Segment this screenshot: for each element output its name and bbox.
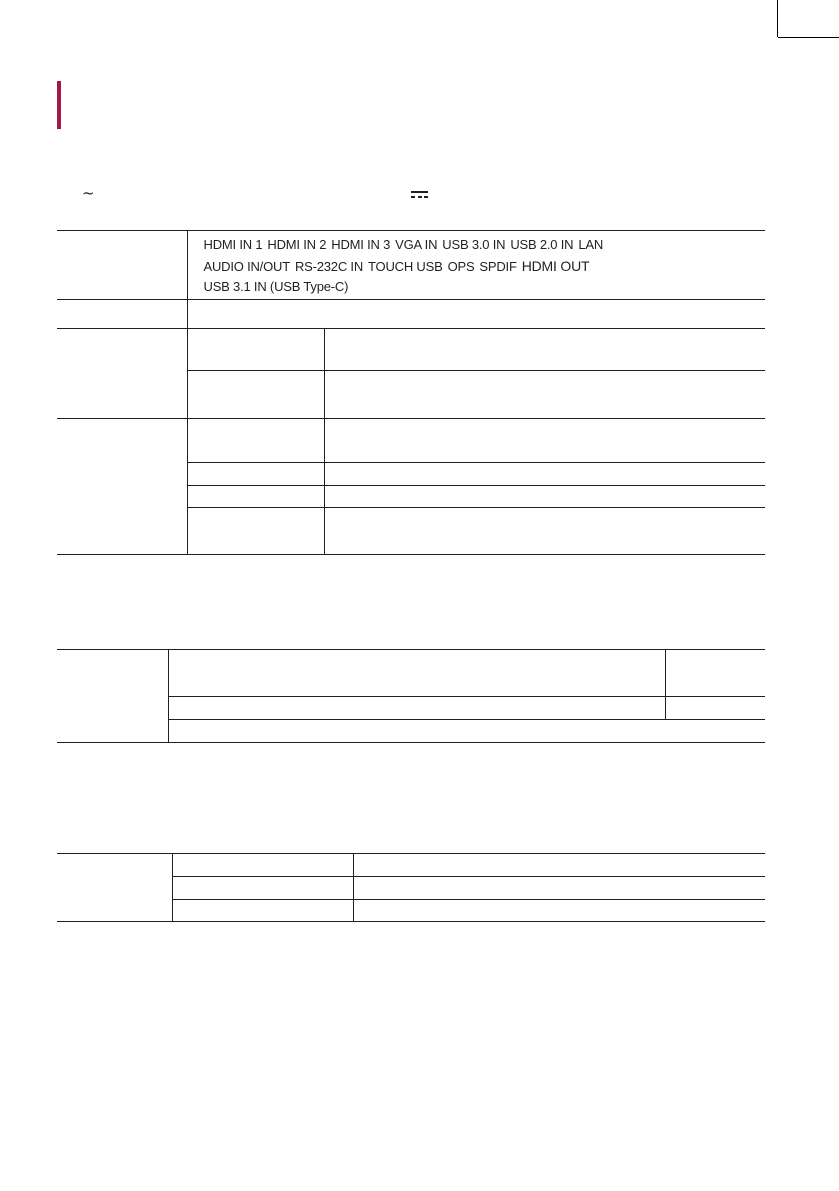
spec-sublabel-cell [187, 329, 324, 371]
ports-label-cell [57, 231, 187, 300]
spec-label-cell [57, 329, 187, 419]
spec-table-1 [57, 230, 765, 555]
dc-symbol-icon [411, 191, 428, 199]
spec-value-cell [168, 697, 665, 720]
spec-value-cell [168, 650, 665, 697]
spec-value-cell [324, 508, 765, 555]
ports-line-2 [204, 255, 766, 278]
spec-value-cell [324, 329, 765, 371]
port-label: HDMI OUT [521, 257, 590, 274]
port-label: USB 3.0 IN [442, 236, 506, 252]
port-label: VGA IN [395, 236, 438, 252]
port-label: HDMI IN 3 [331, 236, 391, 252]
section-accent-bar [57, 81, 61, 129]
ac-symbol-icon: ~ [82, 184, 95, 202]
spec-sublabel-cell [172, 877, 353, 900]
spec-sublabel-cell [187, 508, 324, 555]
spec-value-cell [324, 419, 765, 463]
port-label: AUDIO IN/OUT [203, 258, 290, 274]
port-label: LAN [578, 236, 604, 252]
port-label: RS-232C IN [294, 258, 364, 274]
spec-label-cell [57, 650, 168, 743]
spec-value-cell [665, 697, 765, 720]
spec-label-cell [57, 854, 172, 922]
spec-value-cell [353, 854, 765, 877]
spec-sublabel-cell [172, 854, 353, 877]
port-label: TOUCH USB [368, 258, 443, 274]
ports-line-3 [204, 278, 766, 296]
spec-table-3 [57, 853, 765, 922]
spec-sublabel-cell [187, 371, 324, 419]
spec-value-cell [324, 486, 765, 508]
spec-value-cell [353, 877, 765, 900]
port-label: SPDIF [479, 258, 517, 274]
spec-sublabel-cell [187, 419, 324, 463]
spec-label-cell [57, 419, 187, 555]
spec-table-2 [57, 649, 765, 743]
port-label: HDMI IN 2 [267, 236, 327, 252]
ports-cell [187, 231, 765, 300]
port-label: USB 3.1 IN (USB Type-C) [203, 278, 349, 294]
crop-mark-top-right-vertical [777, 0, 778, 37]
port-label: USB 2.0 IN [510, 236, 574, 252]
spec-value-cell [665, 650, 765, 697]
port-label: HDMI IN 1 [203, 236, 263, 252]
spec-value-cell [324, 463, 765, 486]
spec-sublabel-cell [187, 463, 324, 486]
spec-label-cell [57, 300, 187, 329]
port-label: OPS [447, 258, 475, 274]
spec-value-cell [324, 371, 765, 419]
spec-sublabel-cell [172, 900, 353, 922]
spec-value-cell [187, 300, 765, 329]
spec-value-cell [168, 720, 765, 743]
spec-value-cell [353, 900, 765, 922]
crop-mark-top-right-horizontal [778, 37, 839, 38]
spec-sublabel-cell [187, 486, 324, 508]
ports-line-1 [204, 235, 766, 255]
